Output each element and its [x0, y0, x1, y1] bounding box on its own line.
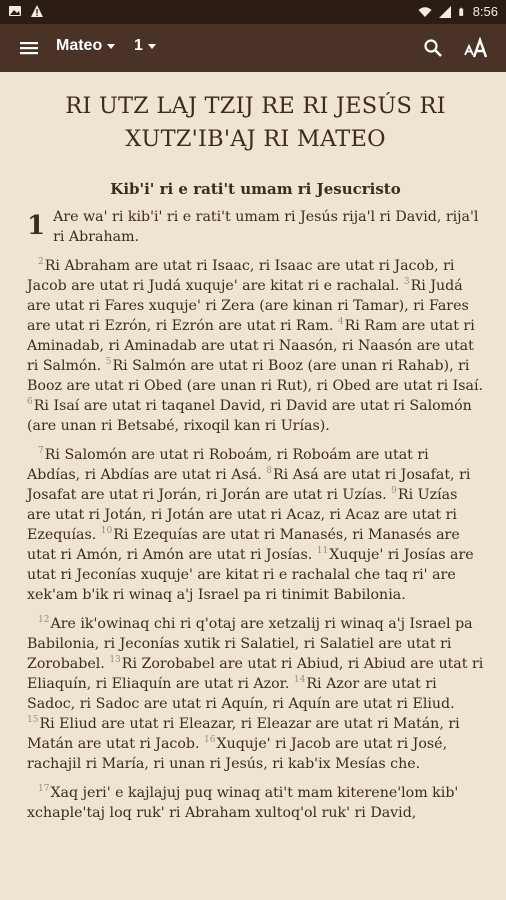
verse-number[interactable]: 8: [266, 466, 272, 477]
verse-text-span[interactable]: Ri Isaí are utat ri taqanel David, ri David are utat ri Salomón (are unan ri Betsabé, rixoqil kan ri Urías).: [27, 398, 472, 434]
verse-number[interactable]: 6: [27, 397, 33, 408]
verse-text-span[interactable]: Are wa' ri kib'i' ri e rati't umam ri Jesús rija'l ri David, rija'l ri Abraham.: [53, 209, 479, 245]
verse-text-span[interactable]: Are ik'owinaq chi ri q'otaj are xetzalij ri winaq a'j Israel pa Babilonia, ri Jeconías xutik ri Salatiel, ri Salatiel are utat ri Zorobabel.: [27, 616, 473, 672]
status-time: 8:56: [472, 4, 498, 19]
warning-icon: [30, 4, 44, 18]
image-notification-icon: [8, 4, 22, 18]
verse-text-span[interactable]: Ri Ezequías are utat ri Manasés, ri Manasés are utat ri Amón, ri Amón are utat ri Josías.: [27, 527, 460, 563]
search-icon[interactable]: [422, 37, 444, 59]
verse-number[interactable]: 7: [38, 446, 44, 457]
verse-number[interactable]: 14: [293, 675, 306, 686]
verse-text-span[interactable]: Ri Salmón are utat ri Booz (are unan ri Rahab), ri Booz are utat ri Obed (are unan ri Rut), ri Obed are utat ri Isaí.: [27, 358, 484, 394]
verse-number[interactable]: 16: [204, 735, 216, 746]
book-label: Mateo: [56, 37, 103, 54]
verse-text-span[interactable]: Ri Asá are utat ri Josafat, ri Josafat are utat ri Jorán, ri Jorán are utat ri Uzías.: [27, 467, 471, 503]
verse-text-span[interactable]: Ri Zorobabel are utat ri Abiud, ri Abiud are utat ri Eliaquín, ri Eliaquín are utat ri Azor.: [27, 656, 484, 692]
verse-number[interactable]: 15: [27, 715, 39, 726]
signal-icon: [438, 5, 452, 19]
verse-text-span[interactable]: Ri Salomón are utat ri Roboám, ri Roboám are utat ri Abdías, ri Abdías are utat ri Asá.: [27, 447, 429, 483]
verse-text-span[interactable]: Ri Uzías are utat ri Jotán, ri Jotán are utat ri Acaz, ri Acaz are utat ri Ezequías.: [27, 487, 458, 543]
app-toolbar: [0, 24, 506, 72]
verse-paragraph: [27, 783, 484, 823]
status-bar: [0, 0, 506, 24]
verse-number[interactable]: 12: [38, 615, 50, 626]
book-selector[interactable]: [56, 37, 115, 55]
scripture-content[interactable]: [0, 72, 506, 900]
verse-number[interactable]: 11: [316, 546, 329, 557]
status-right: [418, 4, 498, 19]
verse-text-span[interactable]: Ri Eliud are utat ri Eleazar, ri Eleazar are utat ri Matán, ri Matán are utat ri Jacob.: [27, 716, 460, 752]
verse-text-span[interactable]: Xaq jeri' e kajlajuj puq winaq ati't mam kiterene'lom kib' xchaple'taj loq ruk' ri Abraham xultoq'ol ruk' ri David,: [27, 785, 459, 821]
verse-number[interactable]: 4: [337, 317, 344, 328]
verse-paragraph: [27, 256, 484, 436]
verse-text-span[interactable]: Ri Ram are utat ri Aminadab, ri Aminadab are utat ri Naasón, ri Naasón are utat ri Salmón.: [27, 318, 475, 374]
verse-paragraph: [27, 207, 484, 247]
verse-text-span[interactable]: Xuquje' ri Jacob are utat ri José, rachajil ri María, ri unan ri Jesús, ri kab'ix Mesías che.: [27, 736, 448, 772]
chapter-label: 1: [134, 37, 143, 54]
verse-number[interactable]: 9: [391, 486, 397, 497]
verse-paragraph: [27, 445, 484, 605]
chevron-down-icon: [107, 44, 115, 49]
verse-text-span[interactable]: Xuquje' ri Josías are utat ri Jeconías xuquje' are kitat ri e rachalal che taq ri' are xek'am b'ik ri winaq a'j Israel pa ri tinimit Babilonia.: [27, 547, 474, 603]
verse-number[interactable]: 17: [38, 784, 50, 795]
section-heading: Kib'i' ri e rati't umam ri Jesucristo: [110, 180, 401, 198]
chevron-down-icon: [148, 44, 156, 49]
battery-icon: [458, 5, 467, 19]
wifi-icon: [418, 5, 432, 19]
verse-text: [27, 207, 484, 823]
verse-number[interactable]: 13: [109, 655, 121, 666]
verse-paragraph: [27, 614, 484, 774]
verse-number[interactable]: 3: [403, 277, 410, 288]
verse-text-span[interactable]: Ri Abraham are utat ri Isaac, ri Isaac are utat ri Jacob, ri Jacob are utat ri Judá xuquje' are kitat ri e rachalal.: [27, 258, 455, 294]
verse-number[interactable]: 2: [38, 257, 44, 268]
verse-text-span[interactable]: Ri Azor are utat ri Sadoc, ri Sadoc are utat ri Aquín, ri Aquín are utat ri Eliud.: [27, 676, 455, 712]
status-left: [8, 4, 44, 18]
text-size-icon[interactable]: [464, 36, 490, 60]
verse-text-span[interactable]: Ri Judá are utat ri Fares xuquje' ri Zera (are kinan ri Tamar), ri Fares are utat ri Ezrón, ri Ezrón are utat ri Ram.: [27, 278, 469, 334]
chapter-selector[interactable]: [134, 37, 156, 55]
verse-number[interactable]: 10: [100, 526, 113, 537]
chapter-number: 1: [27, 211, 46, 241]
book-title: RI UTZ LAJ TZIJ RE RI JESÚS RI XUTZ'IB'AJ RI MATEO: [65, 93, 446, 152]
verse-number[interactable]: 5: [105, 357, 112, 368]
menu-icon[interactable]: [18, 37, 40, 59]
